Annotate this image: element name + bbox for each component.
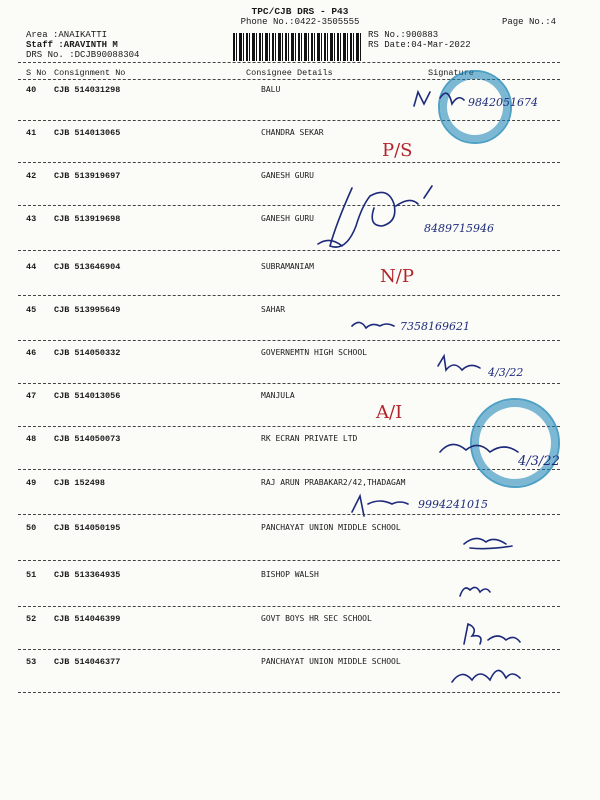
row-sno: 49 [26,478,37,488]
row-sno: 53 [26,657,37,667]
signature-row-46 [438,356,480,370]
row-consignment: CJB 513364935 [54,570,121,580]
rs-date: RS Date:04-Mar-2022 [368,40,471,50]
handwritten-phone: 7358169621 [400,320,470,333]
row-consignment: CJB 514050073 [54,434,121,444]
row-consignment: CJB 514050332 [54,348,121,358]
row-consignee: RK ECRAN PRIVATE LTD [261,434,358,443]
row-consignee: GOVT BOYS HR SEC SCHOOL [261,614,372,623]
handwritten-mark: A/I [376,402,403,423]
row-consignment: CJB 513995649 [54,305,121,315]
area-label: Area :ANAIKATTI [26,30,108,40]
row-consignee: CHANDRA SEKAR [261,128,324,137]
handwritten-mark: N/P [380,266,414,287]
row-consignment: CJB 514031298 [54,85,121,95]
row-sno: 40 [26,85,37,95]
column-header-signature: Signature [428,68,474,78]
handwritten-mark: P/S [382,140,413,161]
row-sno: 43 [26,214,37,224]
signature-row-51 [460,587,490,596]
signature-row-42-43 [318,186,432,247]
handwritten-date: 4/3/22 [488,366,524,379]
row-sno: 44 [26,262,37,272]
row-consignee: RAJ ARUN PRABAKAR2/42,THADAGAM [261,478,406,487]
row-consignee: BISHOP WALSH [261,570,319,579]
handwritten-phone: 9842051674 [468,96,538,109]
signature-row-45 [352,322,394,328]
signature-row-50 [464,538,512,548]
rs-number: RS No.:900883 [368,30,439,40]
signature-row-53 [452,670,520,682]
drs-number: DRS No. :DCJB90088304 [26,50,140,60]
row-consignment: CJB 514050195 [54,523,121,533]
signature-row-48 [440,444,518,452]
row-consignee: GOVERNEMTN HIGH SCHOOL [261,348,367,357]
row-consignment: CJB 514013065 [54,128,121,138]
row-sno: 47 [26,391,37,401]
row-consignee: SUBRAMANIAM [261,262,314,271]
row-sno: 45 [26,305,37,315]
row-sno: 46 [26,348,37,358]
signature-row-40 [414,92,464,106]
row-consignment: CJB 513919697 [54,171,121,181]
handwritten-phone: 9994241015 [418,498,488,511]
row-consignee: MANJULA [261,391,295,400]
row-sno: 52 [26,614,37,624]
row-sno: 41 [26,128,37,138]
phone-number: Phone No.:0422-3505555 [240,17,360,27]
column-header-consignee: Consignee Details [246,68,333,78]
row-consignment: CJB 514046377 [54,657,121,667]
row-consignment: CJB 514013056 [54,391,121,401]
row-consignment: CJB 152498 [54,478,106,488]
row-sno: 51 [26,570,37,580]
row-consignment: CJB 513646904 [54,262,121,272]
row-sno: 48 [26,434,37,444]
row-consignee: GANESH GURU [261,171,314,180]
column-header-sno: S No [26,68,47,78]
row-consignment: CJB 513919698 [54,214,121,224]
page-number: Page No.:4 [501,17,556,27]
sheet-title: TPC/CJB DRS - P43 [251,6,349,17]
column-header-consignment: Consignment No [54,68,126,78]
row-consignee: BALU [261,85,281,94]
row-consignee: PANCHAYAT UNION MIDDLE SCHOOL [261,523,401,532]
row-consignee: PANCHAYAT UNION MIDDLE SCHOOL [261,657,401,666]
staff-label: Staff :ARAVINTH M [26,40,118,50]
signature-row-49 [352,496,408,516]
row-consignee: GANESH GURU [261,214,314,223]
signature-row-52 [464,624,520,644]
handwritten-phone: 8489715946 [424,222,494,235]
row-sno: 42 [26,171,37,181]
row-consignee: SAHAR [261,305,286,314]
row-sno: 50 [26,523,37,533]
row-consignment: CJB 514046399 [54,614,121,624]
handwritten-date: 4/3/22 [518,454,560,469]
